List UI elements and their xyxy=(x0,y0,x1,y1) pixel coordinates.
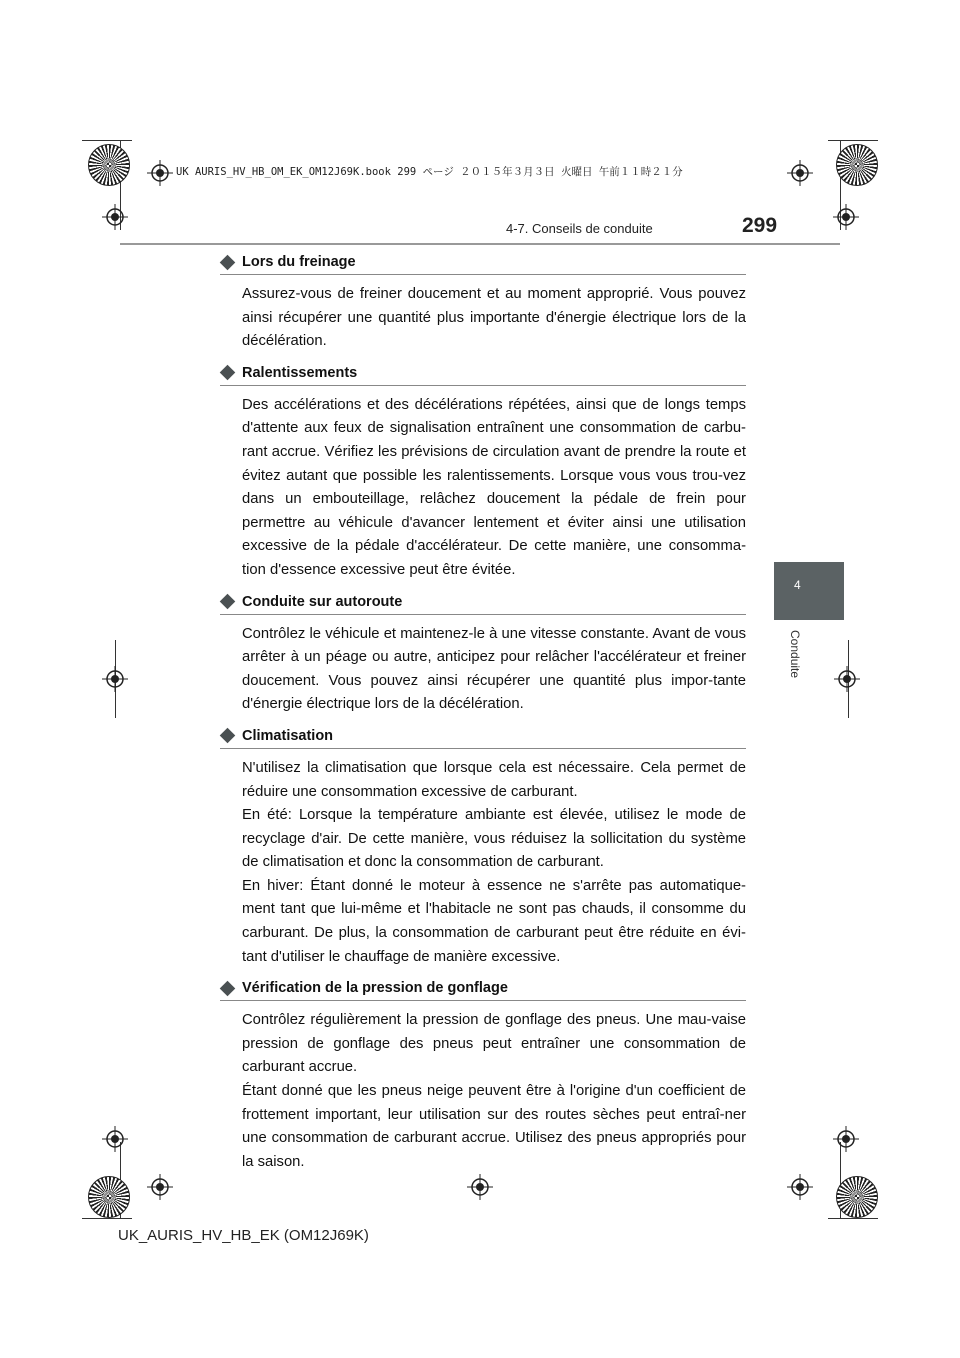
registration-mark-icon xyxy=(102,666,128,692)
section-title: 4-7. Conseils de conduite xyxy=(506,221,653,236)
paragraph: En été: Lorsque la température ambiante est élevée, utilisez le mode de recyclage d'air. De cette manière, vous réduisez la sollicitation du système de climatisation et donc la consommation de carburant. xyxy=(242,807,746,871)
registration-mark-icon xyxy=(147,160,173,186)
section-heading-text: Conduite sur autoroute xyxy=(242,593,403,610)
section-ralentissements xyxy=(220,365,746,583)
diamond-bullet-icon xyxy=(220,980,236,996)
chapter-number: 4 xyxy=(794,578,801,592)
paragraph: Contrôlez le véhicule et maintenez-le à une vitesse constante. Avant de vous arrêter à un péage ou autre, anticipez pour relâcher l'accélérateur et freiner doucement. Vous pouvez ainsi récupérer une quantité plus impor-tante d'énergie électrique lors de la décélération. xyxy=(242,625,746,713)
registration-mark-icon xyxy=(147,1174,173,1200)
registration-mark-icon xyxy=(833,204,859,230)
book-file-info: UK AURIS_HV_HB_OM_EK_OM12J69K.book 299 ページ ２０１５年３月３日 火曜日 午前１１時２１分 xyxy=(176,166,683,178)
registration-mark-icon xyxy=(102,1126,128,1152)
page-number: 299 xyxy=(742,214,778,237)
paragraph: Étant donné que les pneus neige peuvent être à l'origine d'un coefficient de frottement important, leur utilisation sur des routes sèches peut entraî-ner une consommation de carburant accrue. Utilisez des pneus appropriés pour la saison. xyxy=(242,1083,746,1170)
paragraph: Des accélérations et des décélérations répétées, ainsi que de longs temps d'attente aux feux de signalisation entraînent une consommation de carbu-rant accrue. Vérifiez les prévisions de circulation avant de prendre la route et évitez autant que possible les ralentissements. Lorsque vous vous trou-vez dans un embouteillage, relâchez doucement la pédale de frein pour permettre au véhicule d'avancer lentement et éviter ainsi une utilisation excessive de la pédale d'accélérateur. De cette manière, une consomma-tion d'essence excessive peut être évitée. xyxy=(242,396,746,578)
paragraph: Contrôlez régulièrement la pression de gonflage des pneus. Une mau-vaise pression de gonflage des pneus peut entraîner une consommation de carburant accrue. xyxy=(242,1012,746,1076)
section-heading-text: Ralentissements xyxy=(242,364,358,381)
paragraph: En hiver: Étant donné le moteur à essence ne s'arrête pas automatique-ment tant que lui-même et l'habitacle ne sont pas chauds, il consomme du carburant. De plus, la consommation de carburant peut être réduite en évi-tant d'utiliser le chauffage de manière excessive. xyxy=(242,877,746,965)
section-heading-text: Lors du freinage xyxy=(242,254,356,270)
page-content xyxy=(220,254,746,1185)
section-heading-text: Climatisation xyxy=(242,727,334,744)
printer-sunburst-mark xyxy=(88,144,130,186)
paragraph: N'utilisez la climatisation que lorsque cela est nécessaire. Cela permet de réduire une consommation excessive de carburant. xyxy=(242,759,746,800)
section-heading xyxy=(220,728,746,749)
section-heading xyxy=(220,365,746,386)
section-heading-text: Vérification de la pression de gonflage xyxy=(242,980,508,997)
chapter-tab xyxy=(774,562,844,620)
printer-sunburst-mark xyxy=(836,144,878,186)
registration-mark-icon xyxy=(787,1174,813,1200)
diamond-bullet-icon xyxy=(220,254,236,270)
paragraph: Assurez-vous de freiner doucement et au moment approprié. Vous pouvez ainsi récupérer une quantité plus importante d'énergie électrique lors de la décélération. xyxy=(242,286,746,350)
registration-mark-icon xyxy=(787,160,813,186)
registration-mark-icon xyxy=(102,204,128,230)
diamond-bullet-icon xyxy=(220,594,236,610)
printer-sunburst-mark xyxy=(836,1176,878,1218)
chapter-label: Conduite xyxy=(788,630,802,679)
section-conduite-sur-autoroute xyxy=(220,594,746,717)
section-climatisation xyxy=(220,728,746,969)
registration-mark-icon xyxy=(833,1126,859,1152)
section-heading xyxy=(220,254,746,275)
document-code: UK_AURIS_HV_HB_EK (OM12J69K) xyxy=(118,1227,369,1244)
registration-mark-icon xyxy=(834,666,860,692)
diamond-bullet-icon xyxy=(220,365,236,381)
section-heading xyxy=(220,980,746,1001)
section-lors-du-freinage xyxy=(220,254,746,354)
diamond-bullet-icon xyxy=(220,728,236,744)
printer-sunburst-mark xyxy=(88,1176,130,1218)
section-heading xyxy=(220,594,746,615)
header-rule xyxy=(120,243,840,245)
section-verification-pression xyxy=(220,980,746,1174)
